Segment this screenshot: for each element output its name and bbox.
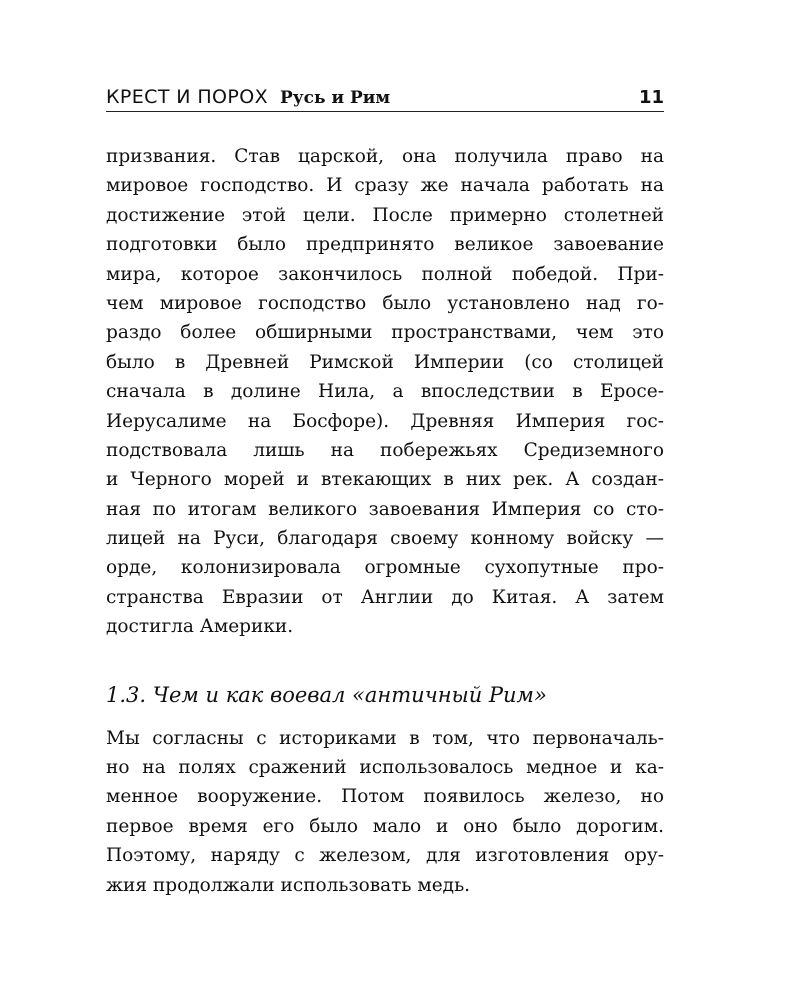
text-line: первое время его было мало и оно было дорогим. <box>106 815 664 837</box>
text-line: достижение этой цели. После примерно столетней <box>106 204 664 226</box>
running-header-titles <box>106 86 390 108</box>
text-line: сначала в долине Нила, а впоследствии в Еросе- <box>106 381 664 403</box>
text-line: достигла Америки. <box>106 616 294 638</box>
paragraph-2 <box>106 724 664 900</box>
text-line: ная по итогам великого завоевания Империя со сто- <box>106 498 664 520</box>
text-line: странства Евразии от Англии до Китая. А затем <box>106 586 664 608</box>
text-line: и Черного морей и втекающих в них рек. А создан- <box>106 469 664 491</box>
text-line: подготовки было предпринято великое завоевание <box>106 234 664 256</box>
text-line: мировое господство. И сразу же начала работать на <box>106 175 664 197</box>
text-line: лицей на Руси, благодаря своему конному войску — <box>106 528 664 550</box>
chapter-title: Русь и Рим <box>280 88 391 108</box>
page-number: 11 <box>638 87 664 108</box>
text-line: раздо более обширными пространствами, чем это <box>106 322 664 344</box>
book-page <box>106 80 664 900</box>
text-line: менное вооружение. Потом появилось железо, но <box>106 786 664 808</box>
book-title: КРЕСТ И ПОРОХ <box>106 86 268 108</box>
running-header <box>106 80 664 112</box>
text-line: Поэтому, наряду с железом, для изготовления ору- <box>106 845 664 867</box>
text-line: призвания. Став царской, она получила право на <box>106 146 664 167</box>
text-line: орде, колонизировала огромные сухопутные про- <box>106 557 664 579</box>
text-line: жия продолжали использовать медь. <box>106 874 471 896</box>
section-heading: 1.3. Чем и как воевал «античный Рим» <box>106 682 547 707</box>
text-line: было в Древней Римской Империи (со столицей <box>106 351 664 373</box>
text-line: Мы согласны с историками в том, что первоначаль- <box>106 727 664 749</box>
text-line: Иерусалиме на Босфоре). Древняя Империя гос- <box>106 410 664 432</box>
text-line: но на полях сражений использовалось медное и ка- <box>106 757 664 779</box>
text-line: подствовала лишь на побережьях Средиземного <box>106 439 664 461</box>
text-line: чем мировое господство было установлено над го- <box>106 292 664 314</box>
paragraph-1 <box>106 142 664 642</box>
text-line: мира, которое закончилось полной победой. При- <box>106 263 664 285</box>
